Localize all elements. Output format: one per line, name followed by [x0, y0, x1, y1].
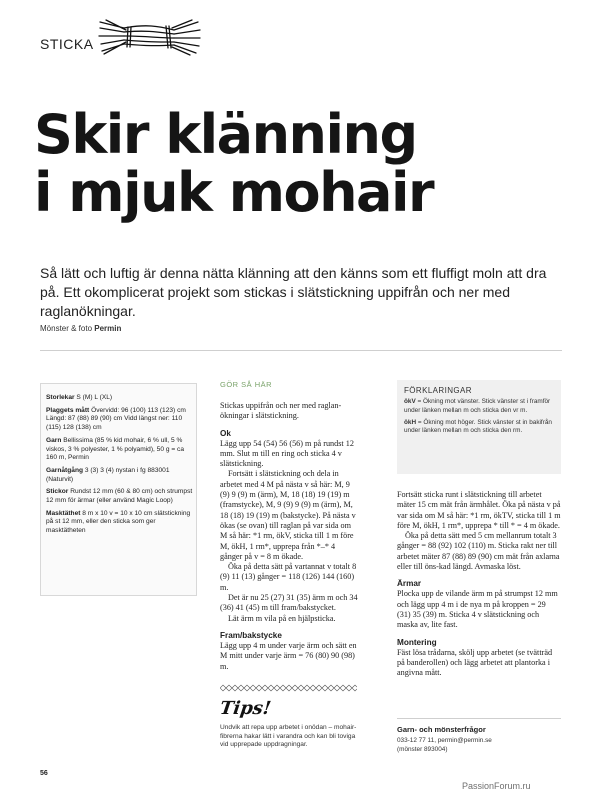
info-label: Stickor	[46, 488, 69, 496]
info-label: Garn	[46, 436, 62, 444]
abbr-okh	[404, 419, 556, 437]
divider	[397, 718, 561, 719]
section-heading-armar: Ärmar	[397, 579, 422, 589]
section-heading-ok: Ok	[220, 428, 231, 438]
divider	[40, 350, 562, 351]
abbr-label: ökV	[404, 398, 416, 405]
contact-heading: Garn- och mönsterfrågor	[397, 725, 486, 734]
contact-details	[397, 737, 492, 754]
paragraph: Lägg upp 4 m under varje ärm och sätt en M mitt under varje ärm = 76 (80) 90 (98) m.	[220, 640, 357, 671]
info-measurements	[46, 407, 194, 433]
info-text: 8 m x 10 v = 10 x 10 cm slätstickning på st 12 mm, eller den sticka som ger masktätheten	[46, 509, 191, 535]
paragraph: Öka på detta sätt på vartannat v totalt 8 (9) 11 (13) gånger = 118 (126) 144 (160) m.	[220, 562, 357, 592]
info-text: Rundst 12 mm (60 & 80 cm) och strumpst 12 mm för ärmar (eller använd Magic Loop)	[46, 488, 193, 505]
paragraph: Fortsätt i slätstickning och dela in arbetet med 4 M på nästa v så här: M, 9 (9) 9 (9) m (ärm), M, 18 (18) 19 (19) m (framstycke), M, 9 (9) 9 (9) m (ärm), M, 18 (18) 19 (19) m (bakstycke). På nästa v ökas (se ovan) till raglan på var sida om M så här: *1 rm, ökV, sticka till 1 m före M, ökH, 1 rm*, upprepa från *–* 4 gånger på v = 8 m ökade.	[220, 469, 356, 561]
instructions-heading: GÖR SÅ HÄR	[220, 380, 273, 389]
instructions-column	[220, 380, 358, 672]
info-yarn-amount	[46, 467, 194, 484]
section-heading-montering: Montering	[397, 637, 437, 647]
photo-credit	[40, 324, 121, 333]
paragraph: Fäst lösa trådarna, skölj upp arbetet (se tvätträd på banderollen) och lägg arbetet att plantorka i angivna mått.	[397, 647, 553, 678]
instructions-body	[220, 401, 358, 672]
info-needles	[46, 488, 194, 505]
info-text: 3 (3) 3 (4) nystan i fg 883001 (Naturvit)	[46, 466, 170, 483]
abbreviations-list	[404, 398, 556, 439]
paragraph: Plocka upp de vilande ärm m på strumpst 12 mm och lägg upp 4 m i de nya m på kroppen = 29 (31) 35 (39) m. Sticka 4 v slätstickning och maska av, lite fast.	[397, 589, 558, 630]
lead-paragraph: Så lätt och luftig är denna nätta klänning att den känns som ett fluffigt moln att dra på. Ett okomplicerat projekt som stickas i slätstickning uppifrån och ner med raglanökningar.	[40, 265, 547, 319]
info-text: Övervidd: 96 (100) 113 (123) cm Längd: 87 (88) 89 (90) cm Vidd längst ner: 110 (115) 128 (138) cm	[46, 406, 186, 432]
info-gauge	[46, 510, 194, 536]
info-sizes	[46, 394, 194, 403]
page-number: 56	[40, 770, 48, 777]
contact-phone-email: 033-12 77 11, permin@permin.se	[397, 737, 492, 744]
info-label: Plaggets mått	[46, 406, 90, 414]
pattern-info-list	[46, 394, 194, 540]
info-yarn	[46, 437, 194, 463]
yarn-skein-illustration	[96, 18, 202, 56]
abbr-label: ökH	[404, 418, 417, 426]
info-text: S (M) L (XL)	[74, 394, 113, 401]
tips-text: Undvik att repa upp arbetet i onödan – mohair-fibrerna hakar lätt i varandra och kan bli toviga vid upprepade uppdragningar.	[220, 724, 357, 749]
credit-prefix: Mönster & foto	[40, 324, 95, 333]
paragraph: Lägg upp 54 (54) 56 (56) m på rundst 12 mm. Slut m till en ring och sticka 4 v slätstickning.	[220, 438, 354, 469]
abbr-okv	[404, 398, 556, 416]
intro-paragraph: Stickas uppifrån och ner med raglan-ökningar i slätstickning.	[220, 401, 342, 421]
abbreviations-title: FÖRKLARINGAR	[404, 386, 472, 395]
paragraph: Lät ärm m vila på en hjälpsticka.	[228, 613, 336, 623]
info-label: Garnåtgång	[46, 466, 84, 474]
info-label: Masktäthet	[46, 509, 81, 517]
article-title	[34, 103, 434, 224]
decorative-border	[220, 684, 357, 692]
tips-heading: Tips!	[218, 698, 273, 719]
info-label: Storlekar	[46, 394, 75, 401]
paragraph: Det är nu 25 (27) 31 (35) ärm m och 34 (36) 41 (45) m till fram/bakstycket.	[220, 593, 358, 613]
info-text: Bellissima (85 % kid mohair, 6 % ull, 5 % viskos, 3 % polyester, 1 % polyamid), 50 g = ca 160 m, Permin	[46, 436, 184, 462]
contact-pattern-number: (mönster 893004)	[397, 745, 448, 753]
section-label: STICKA	[40, 36, 94, 52]
title-line-2: i mjuk mohair	[34, 161, 434, 224]
title-line-1: Skir klänning	[34, 103, 417, 166]
watermark: PassionForum.ru	[462, 781, 531, 791]
paragraph: Fortsätt sticka runt i slätstickning till arbetet mäter 15 cm mät från ärmhålet. Öka på nästa v på var sida om M så här: *1 rm, ökTV, sticka till 1 m före M, ökH, 1 rm*, upprepa * till * = 4 m ökade.	[397, 490, 561, 530]
section-heading-fram-bakstycke: Fram/bakstycke	[220, 630, 282, 640]
credit-name: Permin	[94, 324, 122, 333]
continued-instructions	[397, 490, 561, 678]
paragraph: Öka på detta sätt med 5 cm mellanrum totalt 3 gånger = 88 (92) 102 (110) m. Sticka rakt ner till arbetet mäter 87 (88) 89 (90) cm mät från axlarna eller till öns-kad längd. Avmaska löst.	[397, 531, 560, 572]
abbr-text: = Ökning mot höger. Stick vänster st in bakifrån under länken mellan m och sticka den rm.	[404, 418, 552, 435]
abbr-text: = Ökning mot vänster. Stick vänster st i framför under länken mellan m och sticka den vr m.	[404, 398, 551, 414]
